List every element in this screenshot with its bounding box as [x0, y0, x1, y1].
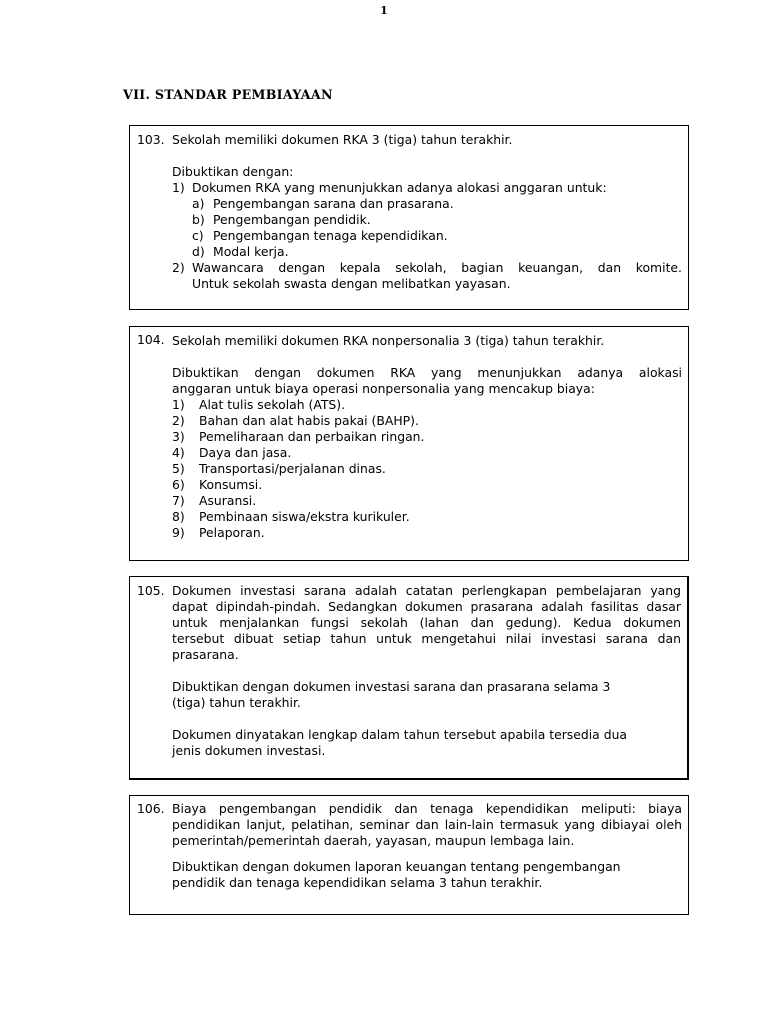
cost-list — [172, 397, 682, 541]
list-item — [172, 397, 682, 413]
sub-item — [172, 228, 682, 244]
sub-item — [172, 196, 682, 212]
criterion-box-106 — [129, 795, 689, 915]
criterion-number: 106. — [137, 801, 165, 816]
criterion-box-103 — [129, 125, 689, 310]
list-label: 3) — [172, 429, 185, 444]
evidence-item — [172, 180, 682, 196]
list-label: 5) — [172, 461, 185, 476]
list-item — [172, 525, 682, 541]
evidence-text: anggaran untuk biaya operasi nonpersonalia yang mencakup biaya: — [172, 381, 595, 396]
evidence-text: (tiga) tahun terakhir. — [172, 695, 301, 710]
paragraph-line: Dokumen investasi sarana adalah catatan perlengkapan pembelajaran yang — [172, 583, 681, 598]
list-label: 8) — [172, 509, 185, 524]
page-number: 1 — [380, 4, 388, 17]
evidence-text: Dibuktikan dengan dokumen laporan keuangan tentang pengembangan — [172, 859, 621, 874]
list-label: c) — [192, 228, 204, 243]
list-text: Alat tulis sekolah (ATS). — [199, 397, 346, 412]
evidence-text: Dibuktikan dengan dokumen investasi sarana dan prasarana selama 3 — [172, 679, 611, 694]
list-text: Pemeliharaan dan perbaikan ringan. — [199, 429, 425, 444]
note-text: Dokumen dinyatakan lengkap dalam tahun tersebut apabila tersedia dua — [172, 727, 628, 742]
list-text: Pembinaan siswa/ekstra kurikuler. — [199, 509, 410, 524]
list-label: 2) — [172, 413, 185, 428]
list-item — [172, 493, 682, 509]
criterion-statement: Sekolah memiliki dokumen RKA 3 (tiga) tahun terakhir. — [172, 132, 513, 147]
list-text: Pengembangan pendidik. — [213, 212, 371, 227]
evidence-intro: Dibuktikan dengan: — [172, 164, 294, 179]
list-text-continuation: Untuk sekolah swasta dengan melibatkan yayasan. — [192, 276, 511, 291]
list-text: Konsumsi. — [199, 477, 263, 492]
criterion-content — [172, 333, 682, 541]
list-text: Bahan dan alat habis pakai (BAHP). — [199, 413, 419, 428]
list-text: Daya dan jasa. — [199, 445, 292, 460]
criterion-box-104 — [129, 326, 689, 561]
list-text: Pengembangan sarana dan prasarana. — [213, 196, 454, 211]
list-label: 6) — [172, 477, 185, 492]
evidence-text: Dibuktikan dengan dokumen RKA yang menunjukkan adanya alokasi — [172, 365, 682, 380]
section-title: VII. STANDAR PEMBIAYAAN — [123, 87, 333, 102]
criterion-number: 103. — [137, 132, 165, 147]
paragraph-line: untuk menjalankan fungsi sekolah (lahan dan gedung). Kedua dokumen — [172, 615, 681, 630]
list-label: b) — [192, 212, 205, 227]
paragraph-line: dapat dipindah-pindah. Sedangkan dokumen prasarana adalah fasilitas dasar — [172, 599, 681, 614]
evidence-text: pendidik dan tenaga kependidikan selama 3 tahun terakhir. — [172, 875, 543, 890]
sub-item — [172, 244, 682, 260]
list-text: Dokumen RKA yang menunjukkan adanya alokasi anggaran untuk: — [192, 180, 607, 195]
paragraph-line: pemerintah/pemerintah daerah, yayasan, maupun lembaga lain. — [172, 833, 575, 848]
list-item — [172, 445, 682, 461]
list-item — [172, 509, 682, 525]
list-item — [172, 413, 682, 429]
criterion-content — [172, 132, 682, 292]
criterion-number: 105. — [137, 583, 165, 598]
list-label: d) — [192, 244, 205, 259]
criterion-content — [172, 801, 682, 891]
list-label: 2) — [172, 260, 185, 275]
note-text: jenis dokumen investasi. — [172, 743, 326, 758]
paragraph-line: prasarana. — [172, 647, 239, 662]
list-label: 4) — [172, 445, 185, 460]
list-item — [172, 461, 682, 477]
list-item — [172, 429, 682, 445]
paragraph-line: Biaya pengembangan pendidik dan tenaga kependidikan meliputi: biaya — [172, 801, 682, 816]
list-label: a) — [192, 196, 205, 211]
paragraph-line: tersebut dibuat setiap tahun untuk mengetahui nilai investasi sarana dan — [172, 631, 681, 646]
list-label: 1) — [172, 180, 185, 195]
list-text: Asuransi. — [199, 493, 257, 508]
list-text: Pengembangan tenaga kependidikan. — [213, 228, 448, 243]
evidence-item — [172, 260, 682, 276]
list-label: 9) — [172, 525, 185, 540]
list-text: Modal kerja. — [213, 244, 289, 259]
list-label: 1) — [172, 397, 185, 412]
criterion-box-105 — [129, 576, 689, 780]
criterion-content — [172, 583, 681, 759]
list-label: 7) — [172, 493, 185, 508]
criterion-statement: Sekolah memiliki dokumen RKA nonpersonalia 3 (tiga) tahun terakhir. — [172, 333, 605, 348]
paragraph-line: pendidikan lanjut, pelatihan, seminar dan lain-lain termasuk yang dibiayai oleh — [172, 817, 682, 832]
list-text: Pelaporan. — [199, 525, 265, 540]
list-text: Wawancara dengan kepala sekolah, bagian keuangan, dan komite. — [192, 260, 682, 275]
list-item — [172, 477, 682, 493]
criterion-number: 104. — [137, 332, 165, 347]
list-text: Transportasi/perjalanan dinas. — [199, 461, 386, 476]
sub-item — [172, 212, 682, 228]
